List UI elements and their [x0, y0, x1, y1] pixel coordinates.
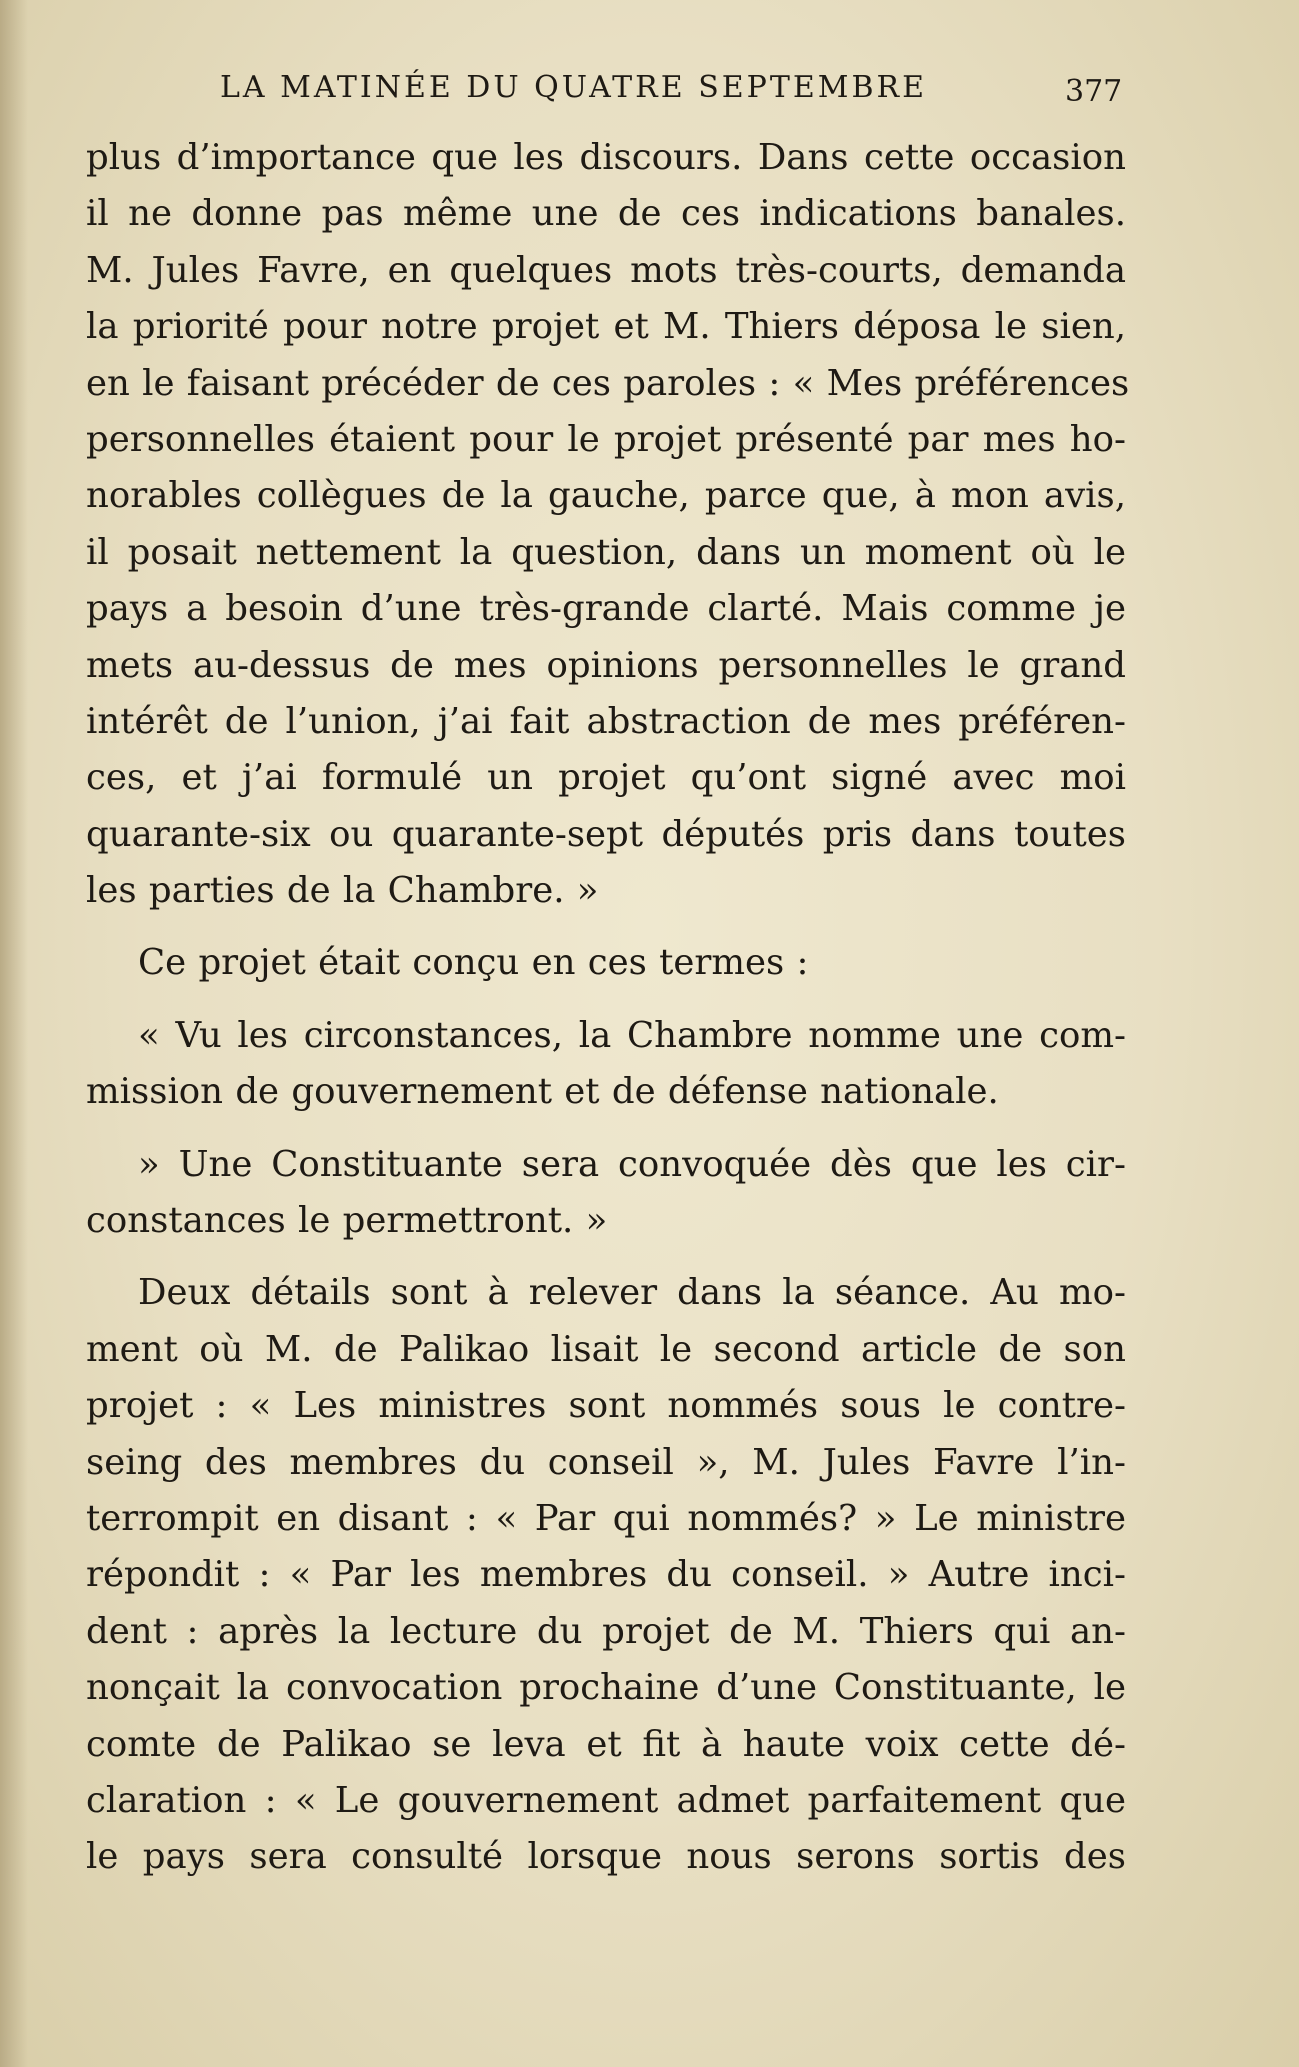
text-line: intérêt de l’union, j’ai fait abstraction de mes préféren- — [86, 700, 1126, 742]
text-line: dent : après la lecture du projet de M. Thiers qui an- — [86, 1610, 1126, 1652]
running-head — [220, 70, 1123, 120]
paragraph-3 — [86, 1008, 1126, 1121]
text-line: nonçait la convocation prochaine d’une Constituante, le — [86, 1667, 1126, 1709]
paragraph-2 — [86, 935, 1126, 991]
text-line: Ce projet était conçu en ces termes : — [138, 942, 809, 984]
text-line: pays a besoin d’une très-grande clarté. Mais comme je — [86, 588, 1126, 630]
text-line: répondit : « Par les membres du conseil. » Autre inci- — [86, 1554, 1126, 1596]
text-line: mets au-dessus de mes opinions personnelles le grand — [86, 644, 1126, 686]
text-line: les parties de la Chambre. » — [86, 870, 599, 912]
page-number: 377 — [1065, 74, 1123, 109]
text-line: il ne donne pas même une de ces indications banales. — [86, 193, 1126, 235]
paragraph-1 — [86, 130, 1130, 919]
text-line: « Vu les circonstances, la Chambre nomme une com- — [138, 1014, 1126, 1056]
text-line: la priorité pour notre projet et M. Thiers déposa le sien, — [86, 306, 1126, 348]
text-line: personnelles étaient pour le projet présenté par mes ho- — [86, 418, 1126, 460]
text-line: seing des membres du conseil », M. Jules Favre l’in- — [86, 1441, 1126, 1483]
paragraph-4 — [86, 1137, 1126, 1250]
text-line: projet : « Les ministres sont nommés sous le contre- — [86, 1385, 1126, 1427]
text-line: le pays sera consulté lorsque nous serons sortis des — [86, 1836, 1126, 1878]
text-line: terrompit en disant : « Par qui nommés? » Le ministre — [86, 1497, 1126, 1539]
text-line: Deux détails sont à relever dans la séance. Au mo- — [138, 1272, 1126, 1314]
text-line: il posait nettement la question, dans un moment où le — [86, 531, 1126, 573]
text-line: constances le permettront. » — [86, 1200, 608, 1242]
text-line: norables collègues de la gauche, parce que, à mon avis, — [86, 475, 1126, 517]
running-title: LA MATINÉE DU QUATRE SEPTEMBRE — [220, 70, 927, 105]
text-line: claration : « Le gouvernement admet parfaitement que — [86, 1779, 1126, 1821]
text-line: en le faisant précéder de ces paroles : « Mes préférences — [86, 362, 1130, 404]
text-line: quarante-six ou quarante-sept députés pris dans toutes — [86, 813, 1126, 855]
gutter-shadow — [0, 0, 28, 2067]
text-line: ment où M. de Palikao lisait le second article de son — [86, 1328, 1126, 1370]
text-line: ces, et j’ai formulé un projet qu’ont signé avec moi — [86, 757, 1126, 799]
text-line: » Une Constituante sera convoquée dès que les cir- — [138, 1143, 1126, 1185]
body-text — [86, 130, 1130, 1886]
text-line: mission de gouvernement et de défense nationale. — [86, 1071, 999, 1113]
text-line: plus d’importance que les discours. Dans cette occasion — [86, 137, 1126, 178]
text-line: comte de Palikao se leva et fit à haute voix cette dé- — [86, 1723, 1126, 1765]
text-line: M. Jules Favre, en quelques mots très-courts, demanda — [86, 249, 1126, 291]
paragraph-5 — [86, 1265, 1126, 1885]
